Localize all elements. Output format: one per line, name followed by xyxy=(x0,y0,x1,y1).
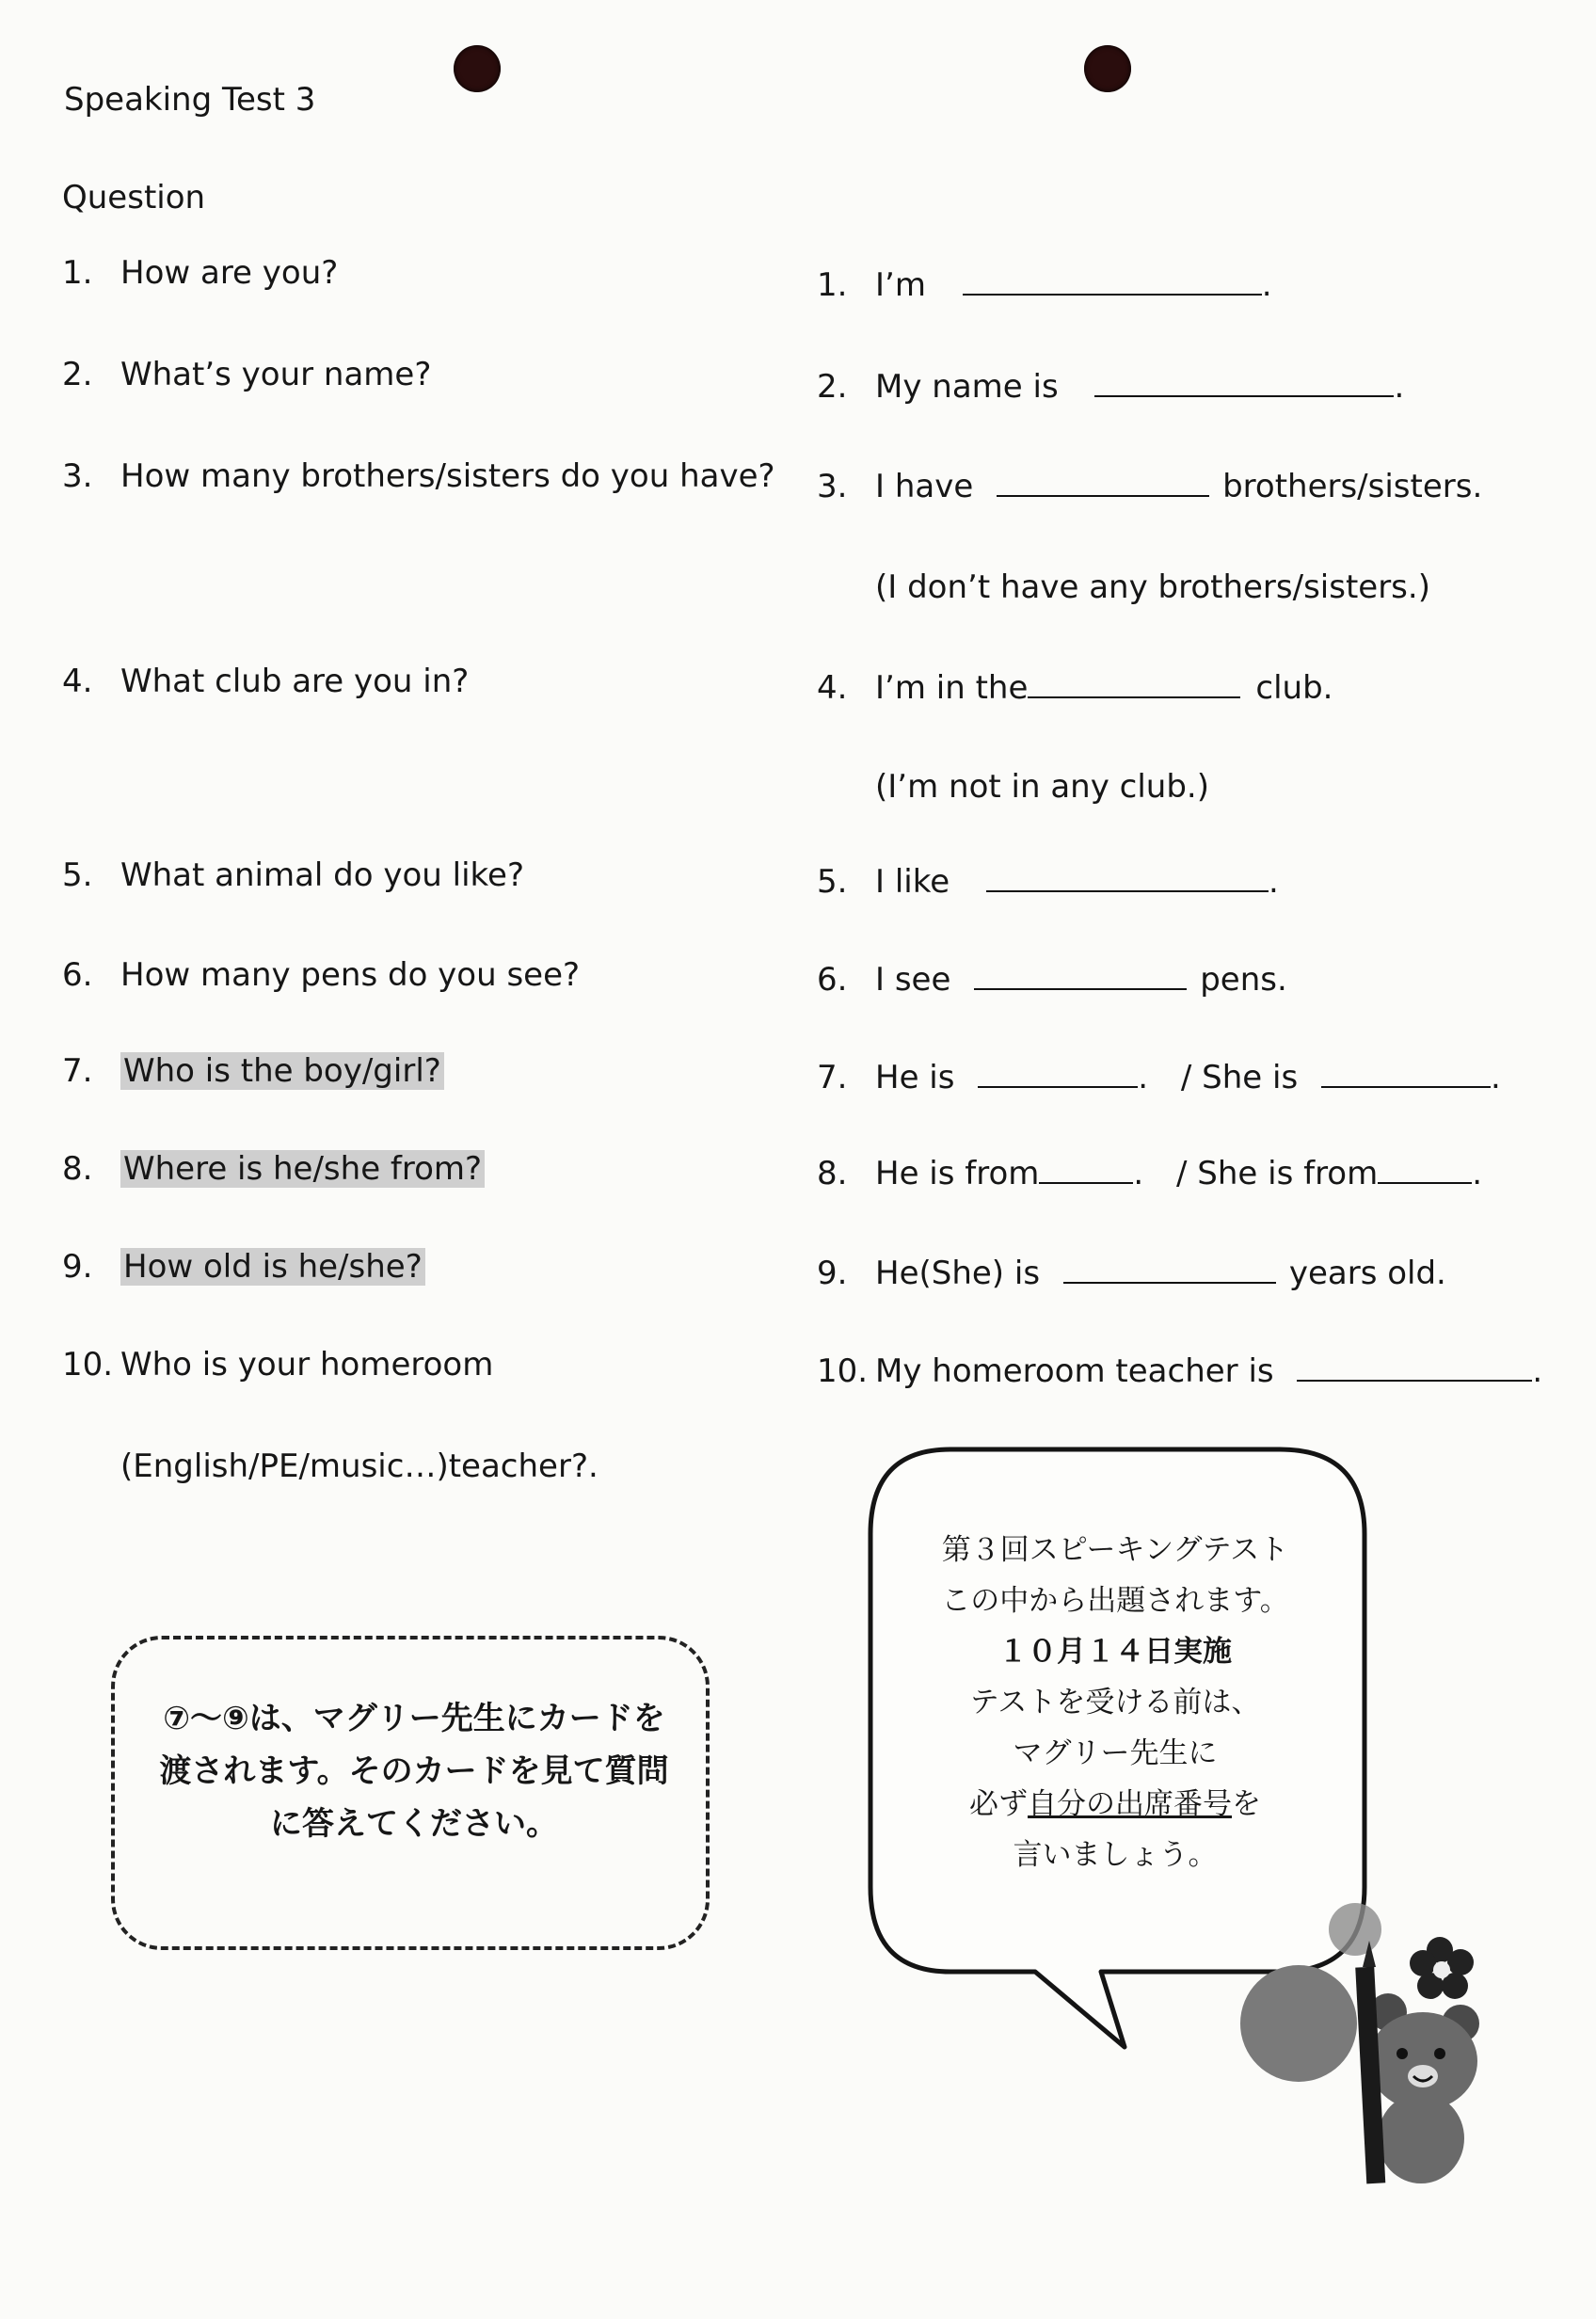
question-6 xyxy=(62,956,580,994)
answer-8 xyxy=(817,1154,1482,1192)
answer-prefix: He is xyxy=(875,1059,955,1096)
answer-blank[interactable] xyxy=(1094,367,1394,397)
answer-prefix-2: / She is from xyxy=(1176,1155,1379,1192)
binder-hole-right xyxy=(1084,45,1131,92)
answer-9 xyxy=(817,1254,1446,1292)
answer-7 xyxy=(817,1058,1501,1096)
question-text: How many pens do you see? xyxy=(120,956,581,994)
answer-6 xyxy=(817,960,1287,999)
answer-number: 8. xyxy=(817,1155,848,1192)
note-line-1: ⑦～⑨は、マグリー先生にカードを xyxy=(163,1700,665,1737)
question-3 xyxy=(62,457,775,495)
answer-suffix: years old. xyxy=(1288,1255,1446,1292)
question-text: How many brothers/sisters do you have? xyxy=(120,457,775,495)
question-7 xyxy=(62,1052,444,1090)
question-text: What animal do you like? xyxy=(120,856,524,894)
question-9 xyxy=(62,1248,425,1286)
answer-4-alternative: (I’m not in any club.) xyxy=(875,768,1209,806)
bear-with-pencil-illustration xyxy=(1223,1892,1487,2193)
answer-10 xyxy=(817,1351,1542,1390)
answer-prefix: He is from xyxy=(875,1155,1040,1192)
answer-suffix: pens. xyxy=(1200,961,1287,999)
answer-blank[interactable] xyxy=(963,265,1262,296)
answer-suffix: club. xyxy=(1255,669,1333,707)
balloon-icon xyxy=(1240,1965,1357,2082)
speech-line-6-underlined: 自分の出席番号 xyxy=(1028,1787,1232,1821)
answer-prefix: I’m in the xyxy=(875,669,1029,707)
answer-1 xyxy=(817,265,1272,304)
note-line-3: に答えてください。 xyxy=(270,1805,558,1843)
speech-line-6-post: を xyxy=(1232,1787,1261,1821)
answer-blank[interactable] xyxy=(1297,1351,1532,1382)
question-number: 7. xyxy=(62,1052,93,1090)
question-text: Who is your homeroom xyxy=(120,1346,494,1383)
speech-line-6-pre: 必ず xyxy=(969,1787,1028,1821)
question-number: 4. xyxy=(62,663,93,700)
speech-line-6 xyxy=(880,1779,1350,1830)
answer-number: 10. xyxy=(817,1352,869,1390)
answer-suffix: . xyxy=(1472,1155,1483,1192)
answer-blank[interactable] xyxy=(978,1058,1138,1088)
answer-prefix: I like xyxy=(875,863,950,901)
question-8 xyxy=(62,1150,485,1188)
bear-icon xyxy=(1368,1993,1479,2183)
question-number: 2. xyxy=(62,356,93,393)
answer-blank[interactable] xyxy=(1063,1254,1276,1284)
question-4 xyxy=(62,663,469,700)
answer-blank[interactable] xyxy=(974,960,1187,990)
answer-suffix: brothers/sisters. xyxy=(1222,468,1483,505)
note-line-2: 渡されます。そのカードを見て質問 xyxy=(159,1752,669,1790)
answer-number: 4. xyxy=(817,669,848,707)
answer-prefix: My homeroom teacher is xyxy=(875,1352,1274,1390)
answer-prefix: I have xyxy=(875,468,974,505)
answer-blank[interactable] xyxy=(986,862,1269,892)
answer-3 xyxy=(817,467,1482,505)
question-number: 6. xyxy=(62,956,93,994)
answer-prefix: I see xyxy=(875,961,951,999)
question-number: 9. xyxy=(62,1248,93,1286)
binder-hole-left xyxy=(454,45,501,92)
flower-icon xyxy=(1410,1937,1474,1999)
answer-suffix: . xyxy=(1490,1059,1501,1096)
question-text: What club are you in? xyxy=(120,663,470,700)
question-text: What’s your name? xyxy=(120,356,432,393)
answer-5 xyxy=(817,862,1279,901)
speech-line-1: 第３回スピーキングテスト xyxy=(941,1533,1289,1567)
answer-3-alternative: (I don’t have any brothers/sisters.) xyxy=(875,568,1430,606)
question-2 xyxy=(62,356,431,393)
answer-suffix: . xyxy=(1532,1352,1543,1390)
question-text: How are you? xyxy=(120,254,339,292)
speech-line-2: この中から出題されます。 xyxy=(941,1584,1289,1618)
answer-blank-2[interactable] xyxy=(1378,1154,1472,1184)
answer-blank[interactable] xyxy=(1039,1154,1133,1184)
answer-separator: . xyxy=(1138,1059,1149,1096)
answer-prefix: I’m xyxy=(875,266,926,304)
question-text: Where is he/she from? xyxy=(120,1150,485,1188)
speech-line-5: マグリー先生に xyxy=(1013,1736,1218,1770)
answer-blank-2[interactable] xyxy=(1321,1058,1491,1088)
question-number: 1. xyxy=(62,254,93,292)
question-text: Who is the boy/girl? xyxy=(120,1052,444,1090)
answer-suffix: . xyxy=(1261,266,1272,304)
answer-blank[interactable] xyxy=(1028,668,1240,698)
answer-number: 3. xyxy=(817,468,848,505)
speech-date: １０月１４日実施 xyxy=(998,1635,1232,1669)
page-title: Speaking Test 3 xyxy=(64,81,316,119)
question-number: 10. xyxy=(62,1346,114,1383)
answer-2 xyxy=(817,367,1404,406)
question-10 xyxy=(62,1346,493,1383)
answer-prefix: My name is xyxy=(875,368,1059,406)
question-number: 5. xyxy=(62,856,93,894)
answer-number: 5. xyxy=(817,863,848,901)
speech-line-4: テストを受ける前は、 xyxy=(969,1686,1261,1719)
question-number: 8. xyxy=(62,1150,93,1188)
answer-4 xyxy=(817,668,1333,707)
answer-blank[interactable] xyxy=(997,467,1209,497)
bubble-circle-icon xyxy=(1329,1903,1381,1956)
answer-suffix: . xyxy=(1394,368,1405,406)
question-text: How old is he/she? xyxy=(120,1248,425,1286)
note-text xyxy=(141,1692,687,1850)
answer-number: 1. xyxy=(817,266,848,304)
question-5 xyxy=(62,856,524,894)
question-10-continued: (English/PE/music…)teacher?. xyxy=(120,1447,598,1485)
answer-separator: . xyxy=(1133,1155,1144,1192)
answer-number: 7. xyxy=(817,1059,848,1096)
answer-prefix: He(She) is xyxy=(875,1255,1041,1292)
speech-text xyxy=(880,1525,1350,1880)
question-1 xyxy=(62,254,338,292)
answer-number: 2. xyxy=(817,368,848,406)
question-number: 3. xyxy=(62,457,93,495)
answer-number: 9. xyxy=(817,1255,848,1292)
question-heading: Question xyxy=(62,179,206,216)
answer-suffix: . xyxy=(1268,863,1279,901)
answer-prefix-2: / She is xyxy=(1180,1059,1299,1096)
answer-number: 6. xyxy=(817,961,848,999)
speech-line-7: 言いましょう。 xyxy=(1013,1838,1218,1872)
